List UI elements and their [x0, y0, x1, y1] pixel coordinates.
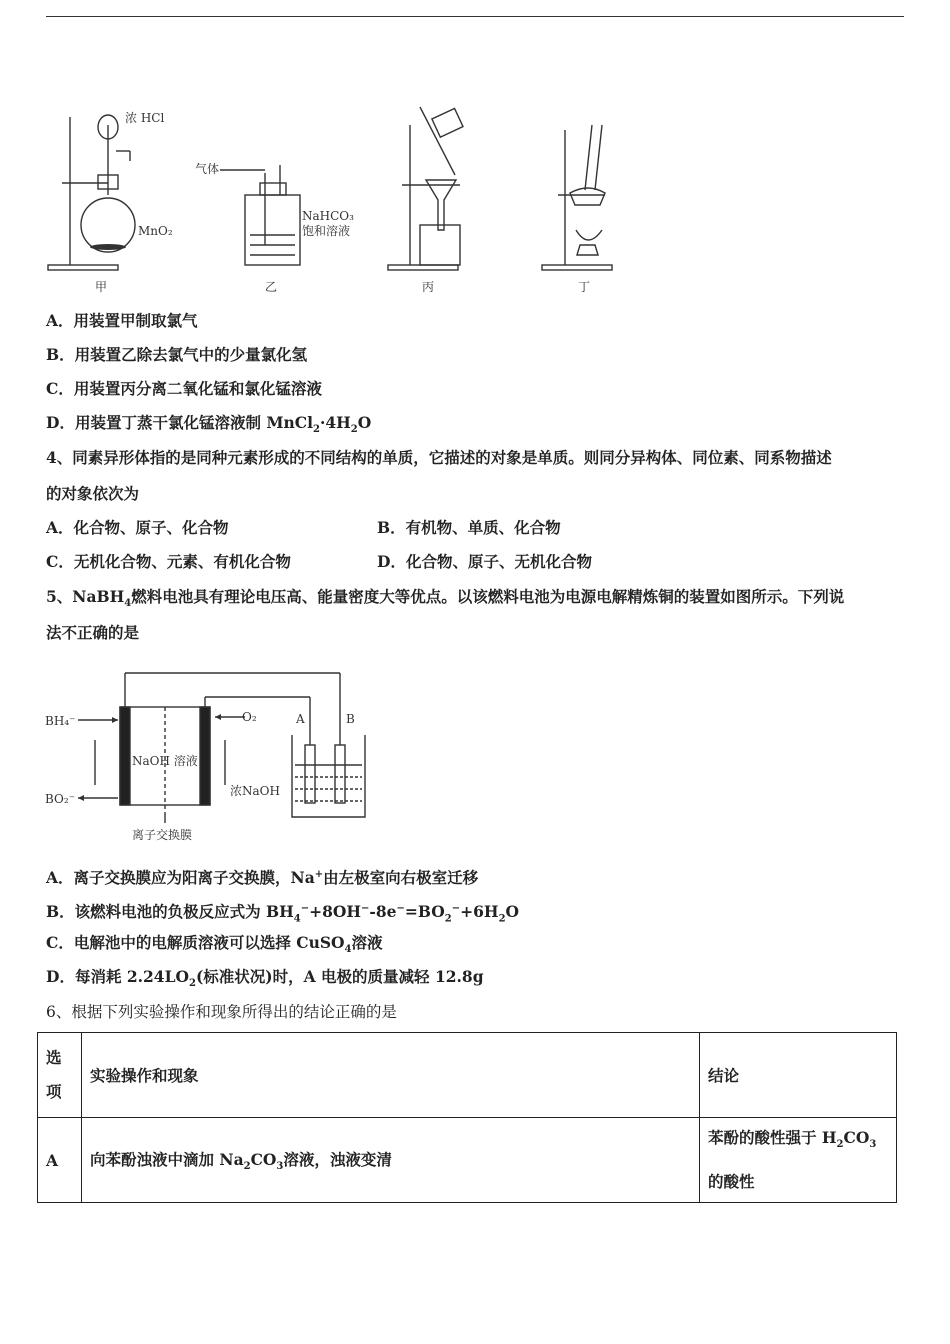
label-conc-hcl: 浓 HCl — [125, 111, 165, 125]
q4-option-d: D．化合物、原子、无机化合物 — [377, 552, 592, 571]
label-bh4: BH₄⁻ — [45, 714, 76, 728]
caption-yi: 乙 — [265, 280, 278, 294]
row-a-conclusion: 苯酚的酸性强于 $H_2CO_3$ 的酸性 — [700, 1118, 897, 1203]
apparatus-figure-2 — [380, 95, 620, 300]
header-conclusion: 结论 — [700, 1033, 897, 1118]
label-mno2: MnO₂ — [138, 224, 173, 238]
caption-bing-text: 丙 — [422, 280, 435, 294]
q5-option-d: D．每消耗 $2.24LO_2$(标准状况)时，A 电极的质量减轻 12.8g — [46, 967, 484, 990]
header-rule — [46, 16, 904, 17]
caption-jia: 甲 — [95, 280, 108, 294]
label-electrode-b: B — [346, 712, 355, 726]
header-operation: 实验操作和现象 — [82, 1033, 700, 1118]
fuel-cell-figure — [40, 665, 370, 845]
label-membrane: 离子交换膜 — [132, 828, 193, 842]
row-a-operation: 向苯酚浊液中滴加 $Na_2CO_3$溶液，浊液变清 — [82, 1118, 700, 1203]
label-o2: O₂ — [242, 710, 257, 724]
q3-option-b: B．用装置乙除去氯气中的少量氯化氢 — [46, 345, 308, 364]
header-option: 选 项 — [38, 1033, 82, 1118]
label-saturated: 饱和溶液 — [302, 224, 351, 238]
q4-option-c: C．无机化合物、元素、有机化合物 — [46, 552, 291, 571]
q4-stem-line2: 的对象依次为 — [46, 484, 140, 503]
table-header-row — [38, 1033, 897, 1118]
label-gas: 气体 — [195, 162, 220, 176]
q4-option-a: A．化合物、原子、化合物 — [46, 518, 229, 537]
label-nahco3: NaHCO₃ — [302, 209, 354, 223]
q4-stem-line1: 4、同素异形体指的是同种元素形成的不同结构的单质，它描述的对象是单质。则同分异构体、同位素、同系物描述 — [46, 448, 832, 467]
q5-stem-line2: 法不正确的是 — [46, 623, 140, 642]
row-a-option: A — [38, 1118, 82, 1203]
q5-option-c: C．电解池中的电解质溶液可以选择 CuSO$_4$溶液 — [46, 933, 383, 956]
apparatus-figure — [40, 95, 370, 300]
q5-option-a: A．离子交换膜应为阳离子交换膜，Na+由左极室向右极室迁移 — [46, 868, 479, 888]
q5-stem-line1: 5、NaBH$_4$燃料电池具有理论电压高、能量密度大等优点。以该燃料电池为电源电解精炼铜的装置如图所示。下列说 — [46, 587, 845, 610]
label-conc-naoh: 浓NaOH — [230, 784, 280, 798]
label-electrode-a: A — [296, 712, 305, 726]
q5-option-b: B．该燃料电池的负极反应式为 $BH_4^-+8OH^--8e^-=BO_2^-+6H_2O$ — [46, 902, 520, 925]
experiment-table — [37, 1032, 897, 1203]
table-row — [38, 1118, 897, 1203]
q6-stem: 6、根据下列实验操作和现象所得出的结论正确的是 — [46, 1003, 397, 1021]
q4-option-b: B．有机物、单质、化合物 — [377, 518, 561, 537]
q3-option-d: D．用装置丁蒸干氯化锰溶液制 $MnCl_2\cdot 4H_2O$ — [46, 413, 372, 436]
label-bo2: BO₂⁻ — [45, 792, 76, 806]
q3-option-a: A．用装置甲制取氯气 — [46, 311, 198, 330]
label-naoh-solution: NaOH 溶液 — [132, 754, 198, 768]
q3-option-c: C．用装置丙分离二氧化锰和氯化锰溶液 — [46, 379, 322, 398]
caption-ding: 丁 — [578, 280, 591, 294]
